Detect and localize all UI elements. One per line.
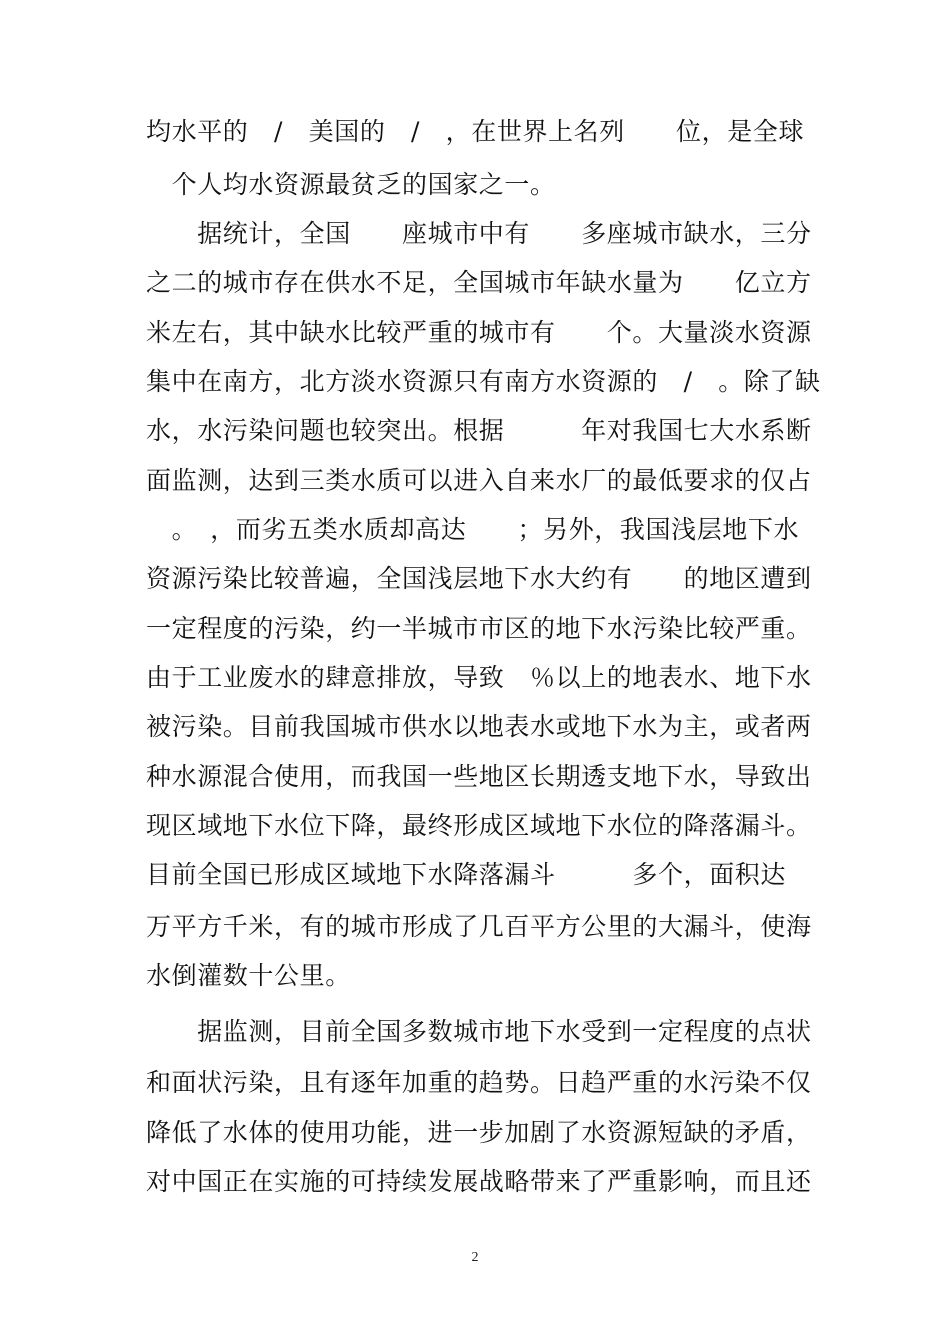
text-line: 资源污染比较普遍，全国浅层地下水大约有 的地区遭到 [146,564,812,593]
text-line: 均水平的 / 美国的 / ，在世界上名列 位，是全球 [146,117,805,146]
text-line: 。 ，而劣五类水质却高达 ；另外，我国浅层地下水 [146,515,800,544]
text-line: 对中国正在实施的可持续发展战略带来了严重影响，而且还 [146,1167,812,1196]
text-line: 水倒灌数十公里。 [146,961,351,990]
text-line: 米左右，其中缺水比较严重的城市有 个。大量淡水资源 [146,318,812,347]
text-line: 水，水污染问题也较突出。根据 年对我国七大水系断 [146,416,812,445]
text-line: 被污染。目前我国城市供水以地表水或地下水为主，或者两 [146,712,812,741]
text-line: 降低了水体的使用功能，进一步加剧了水资源短缺的矛盾， [146,1118,812,1147]
text-line: 之二的城市存在供水不足，全国城市年缺水量为 亿立方 [146,268,812,297]
text-line: 一定程度的污染，约一半城市市区的地下水污染比较严重。 [146,614,812,643]
text-line: 和面状污染，且有逐年加重的趋势。日趋严重的水污染不仅 [146,1068,812,1097]
text-line: 种水源混合使用，而我国一些地区长期透支地下水，导致出 [146,762,812,791]
text-line: 据监测，目前全国多数城市地下水受到一定程度的点状 [146,1017,812,1046]
text-line: 目前全国已形成区域地下水降落漏斗 多个，面积达 [146,860,787,889]
text-line: 据统计，全国 座城市中有 多座城市缺水，三分 [146,219,812,248]
text-line: 万平方千米，有的城市形成了几百平方公里的大漏斗，使海 [146,912,812,941]
text-line: 由于工业废水的肆意排放，导致 ％以上的地表水、地下水 [146,663,812,692]
text-line: 现区域地下水位下降，最终形成区域地下水位的降落漏斗。 [146,811,812,840]
text-line: 面监测，达到三类水质可以进入自来水厂的最低要求的仅占 [146,466,812,495]
text-line: 个人均水资源最贫乏的国家之一。 [146,170,556,199]
text-line: 集中在南方，北方淡水资源只有南方水资源的 / 。除了缺 [146,367,821,396]
page-number: 2 [471,1250,479,1265]
